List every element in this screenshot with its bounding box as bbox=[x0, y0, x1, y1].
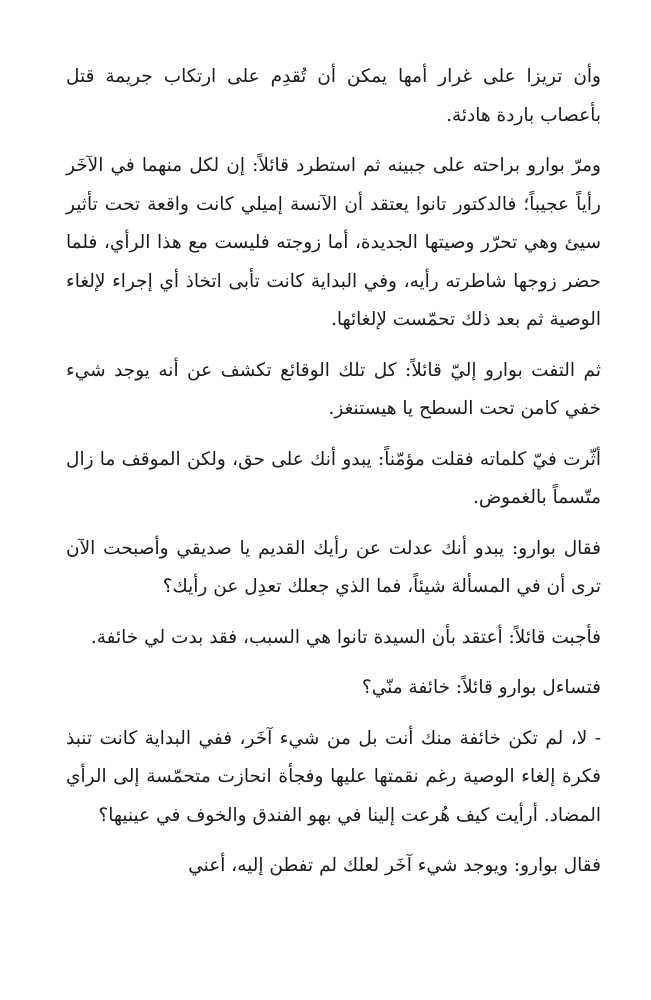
paragraph: أثّرت فيّ كلماته فقلت مؤمّناً: يبدو أنك على حق، ولكن الموقف ما زال متّسماً بالغموض. bbox=[66, 448, 601, 508]
paragraph: ومرّ بوارو براحته على جبينه ثم استطرد قائلاً: إن لكل منهما في الآخَر رأياً عجيباً؛ فالدكتور تانوا يعتقد أن الآنسة إميلي كانت واقعة تحت تأثير سيئ وهي تحرّر وصيتها الجديدة، أما زوجته فليست مع هذا الرأي، فلما حضر زوجها شاطرته رأيه، وفي البداية كانت تأبى اتخاذ أي إجراء لإلغاء الوصية ثم بعد ذلك تحمّست لإلغائها. bbox=[66, 155, 601, 330]
paragraph: فقال بوارو: ويوجد شيء آخَر لعلك لم تفطن إليه، أعني bbox=[188, 855, 601, 876]
paragraph: فقال بوارو: يبدو أنك عدلت عن رأيك القديم يا صديقي وأصبحت الآن ترى أن في المسألة شيئاً، فما الذي جعلك تعدِل عن رأيك؟ bbox=[66, 537, 601, 597]
paragraph: فتساءل بوارو قائلاً: خائفة منّي؟ bbox=[361, 677, 601, 698]
paragraph: وأن تريزا على غرار أمها يمكن أن تُقدِم على ارتكاب جريمة قتل بأعصاب باردة هادئة. bbox=[66, 66, 601, 126]
paragraph: ثم التفت بوارو إليّ قائلاً: كل تلك الوقائع تكشف عن أنه يوجد شيء خفي كامن تحت السطح يا هيستنغز. bbox=[66, 359, 601, 419]
paragraph: فأجبت قائلاً: أعتقد بأن السيدة تانوا هي السبب، فقد بدت لي خائفة. bbox=[90, 626, 601, 648]
paragraph: - لا، لم تكن خائفة منك أنت بل من شيء آخَر، ففي البداية كانت تنبذ فكرة إلغاء الوصية رغم نقمتها عليها وفجأة انحازت متحمّسة إلى الرأي المضاد. أرأيت كيف هُرعت إلينا في بهو الفندق والخوف في عينيها؟ bbox=[66, 727, 601, 826]
